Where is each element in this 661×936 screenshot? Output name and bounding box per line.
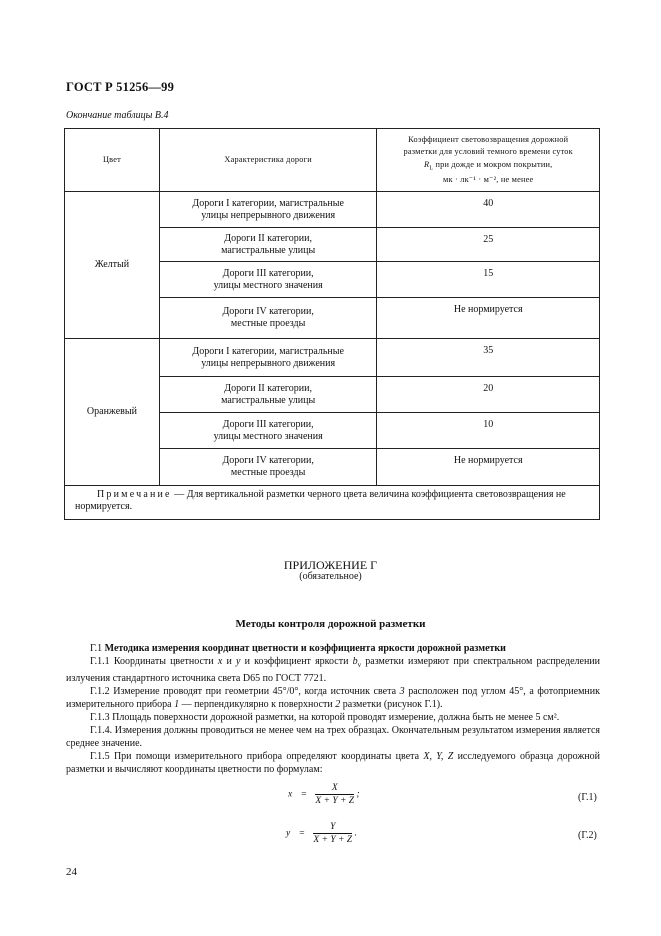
table-row xyxy=(65,192,600,228)
road-line: Дороги IV категории, xyxy=(222,455,314,466)
note-text: — Для вертикальной разметки черного цвета величина коэффициента световозвращения не нормируется. xyxy=(75,489,566,512)
document-header: ГОСТ Р 51256—99 xyxy=(66,80,175,94)
formula-number: (Г.2) xyxy=(578,830,597,841)
text: разметки (рисунок Г.1). xyxy=(340,699,443,710)
ref-1: 1 xyxy=(174,699,180,710)
methods-title: Методы контроля дорожной разметки xyxy=(235,618,426,630)
symbol-b-sub: v xyxy=(357,661,362,669)
text: и xyxy=(222,656,236,667)
text: разметки измеряют при спектральном распределении излучения стандартного источника света D65 по ГОСТ 7721. xyxy=(66,656,601,684)
table-note xyxy=(65,486,600,520)
road-line: улицы местного значения xyxy=(213,279,323,291)
body-text xyxy=(66,642,600,776)
header-coefficient-units: мк · лк⁻¹ · м⁻², не менее xyxy=(443,174,534,184)
text: расположен под углом 45°, а фотоприемник измерительного прибора xyxy=(66,686,600,710)
ref-3: 3 xyxy=(399,686,405,697)
table-note-row xyxy=(65,486,600,520)
paragraph-g15 xyxy=(66,750,600,776)
fraction xyxy=(315,783,354,806)
coefficient-table xyxy=(64,128,600,520)
road-cell xyxy=(159,413,377,449)
section-number: Г.1 xyxy=(90,643,105,654)
header-coefficient-line: Коэффициент световозвращения дорожной xyxy=(408,135,569,145)
road-cell xyxy=(159,192,377,228)
formula-tail: . xyxy=(354,828,357,839)
road-cell xyxy=(159,377,377,413)
value-cell: Не нормируется xyxy=(377,449,600,486)
text: — перпендикулярно к поверхности xyxy=(179,699,336,710)
road-line: местные проезды xyxy=(230,467,306,478)
color-cell: Оранжевый xyxy=(65,339,160,486)
paragraph-g11 xyxy=(66,655,600,685)
table-caption: Окончание таблицы В.4 xyxy=(66,110,169,121)
symbol-x: x xyxy=(217,656,223,667)
value-cell: 25 xyxy=(377,228,600,262)
text: исследуемого образца дорожной разметки и вычисляют координаты цветности по формулам: xyxy=(66,751,600,775)
road-line: местные проезды xyxy=(230,318,306,329)
formula-lhs: y xyxy=(286,828,291,839)
road-line: Дороги III категории, xyxy=(222,267,314,279)
road-line: Дороги II категории, xyxy=(224,232,312,244)
numerator: X xyxy=(315,783,354,795)
header-color: Цвет xyxy=(65,129,160,192)
road-line: магистральные улицы xyxy=(221,394,316,406)
road-line: магистральные улицы xyxy=(221,244,316,256)
header-coefficient-line xyxy=(377,159,599,174)
road-line: Дороги I категории, магистральные xyxy=(192,345,344,357)
text: Г.1.5 При помощи измерительного прибора определяют координаты цвета xyxy=(90,751,424,762)
paragraph-g14: Г.1.4. Измерения должны проводиться не менее чем на трех образцах. Окончательным результатом измерения является среднее значение. xyxy=(66,725,600,749)
header-coefficient-line: разметки для условий темного времени суток xyxy=(403,147,573,157)
formula-g1 xyxy=(288,783,360,806)
symbol-xyz: X, Y, Z xyxy=(423,751,454,762)
formula-g2 xyxy=(286,822,357,845)
note-label: Примечание xyxy=(97,489,172,500)
formula-number: (Г.1) xyxy=(578,792,597,803)
section-title: Методика измерения координат цветности и коэффициента яркости дорожной разметки xyxy=(104,643,506,654)
appendix-title: ПРИЛОЖЕНИЕ Г xyxy=(283,558,378,572)
numerator: Y xyxy=(313,822,352,834)
appendix-subtitle: (обязательное) xyxy=(299,571,362,582)
road-cell xyxy=(159,228,377,262)
value-cell: 35 xyxy=(377,339,600,377)
symbol-r: R xyxy=(424,159,430,169)
formula-lhs: x xyxy=(288,789,293,800)
symbol-y: y xyxy=(235,656,241,667)
road-line: улицы местного значения xyxy=(213,430,323,442)
text: Г.1.2 Измерение проводят при геометрии 45°/0°, когда источник света xyxy=(90,686,400,697)
symbol-b: b xyxy=(352,656,358,667)
road-cell xyxy=(159,298,377,339)
table-row xyxy=(65,339,600,377)
value-cell: Не нормируется xyxy=(377,298,600,339)
ref-2: 2 xyxy=(335,699,341,710)
road-line: Дороги I категории, магистральные xyxy=(192,197,344,209)
formula-eq: = xyxy=(298,828,306,839)
road-line: улицы непрерывного движения xyxy=(201,209,336,221)
text: и коэффициент яркости xyxy=(240,656,353,667)
road-cell xyxy=(159,449,377,486)
header-coefficient xyxy=(377,129,600,192)
table-header-row xyxy=(65,129,600,192)
value-cell: 20 xyxy=(377,377,600,413)
road-line: Дороги IV категории, xyxy=(222,306,314,317)
paragraph-g12 xyxy=(66,685,600,711)
formula-eq: = xyxy=(300,789,308,800)
road-cell xyxy=(159,339,377,377)
formula-tail: ; xyxy=(356,789,360,800)
paragraph-g13: Г.1.3 Площадь поверхности дорожной разметки, на которой проводят измерение, должна быть не менее 5 см². xyxy=(90,712,560,723)
value-cell: 10 xyxy=(377,413,600,449)
denominator: X + Y + Z xyxy=(313,835,353,845)
denominator: X + Y + Z xyxy=(315,796,355,806)
road-cell xyxy=(159,262,377,298)
value-cell: 40 xyxy=(377,192,600,228)
value-cell: 15 xyxy=(377,262,600,298)
page-number: 24 xyxy=(66,866,77,878)
section-g1 xyxy=(66,642,600,655)
header-road: Характеристика дороги xyxy=(159,129,377,192)
symbol-r-sub: L xyxy=(429,165,434,172)
road-line: улицы непрерывного движения xyxy=(201,357,336,369)
header-coefficient-text: при дожде и мокром покрытии, xyxy=(433,159,553,169)
text: Г.1.1 Координаты цветности xyxy=(90,656,218,667)
road-line: Дороги III категории, xyxy=(222,418,314,430)
road-line: Дороги II категории, xyxy=(224,382,312,394)
color-cell: Желтый xyxy=(65,192,160,339)
fraction xyxy=(313,822,352,845)
